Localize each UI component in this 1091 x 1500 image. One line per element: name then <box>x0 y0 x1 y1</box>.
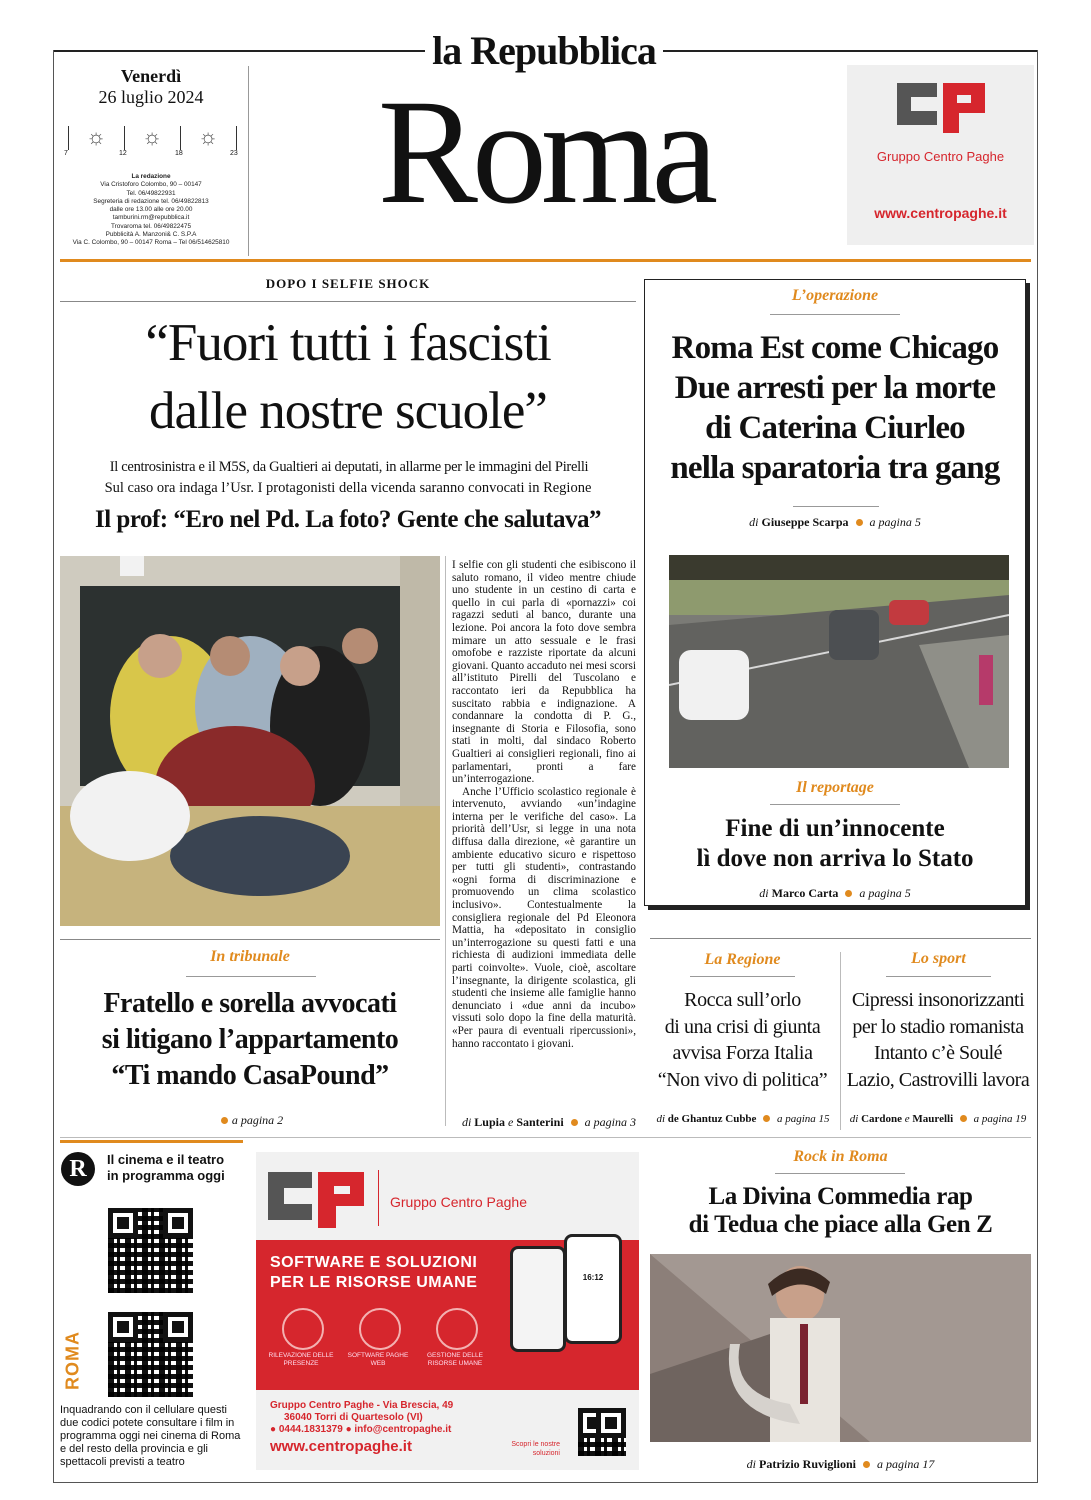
tribunale-headline[interactable] <box>60 986 440 1094</box>
regione-headline-line: Rocca sull’orlo <box>684 989 801 1011</box>
redazione-line: Via C. Colombo, 90 – 00147 Roma – Tel 06/514625810 <box>72 239 230 247</box>
tedua-portrait-photo <box>650 1254 1031 1442</box>
lead-body-paragraph: Anche l’Ufficio scolastico regionale è intervenuto, avviando «un’indagine interna per le verifiche del caso». La priorità dell’Usr, si legge in una nota diffusa dalla direzione, «è garantire un ambiente educativo sicuro e rispettoso per tutti gli studenti», contrastando «ogni forma di discriminazione e promuovendo un clima scolastico inclusivo». Contestualmente la consigliera regionale del Pd Eleonora Mattia, ha «depositato in consiglio un’interrogazione su questi fatti e una richiesta di audizioni immediata delle parti coinvolte». Vuole, cioè, ascoltare l’insegnante, la dirigente scolastica, gli studenti che insieme alle famiglie hanno denunciato i «due anni da incubo» vissuti solo dopo la fine della maturità. «Per paura di eventuali ripercussioni», hanno raccontato i giovani. <box>452 785 636 1050</box>
sport-headline[interactable] <box>843 987 1033 1093</box>
reportage-headline-line: Fine di un’innocente <box>725 815 945 842</box>
sport-headline-line: per lo stadio romanista <box>852 1015 1024 1038</box>
feature-label: GESTIONE DELLE RISORSE UMANE <box>427 1352 483 1367</box>
lead-body <box>452 559 636 1115</box>
phone-icon: ● <box>270 1424 277 1435</box>
reportage-kicker: Il reportage <box>796 779 874 796</box>
cinema-rule <box>60 1140 243 1143</box>
bullet-icon <box>221 1117 228 1124</box>
bullet-icon <box>571 1119 578 1126</box>
cinema-title <box>107 1152 247 1184</box>
operazione-byline[interactable] <box>645 515 1025 530</box>
reportage-headline-line: lì dove non arriva lo Stato <box>696 845 974 872</box>
mail-icon: ● <box>345 1424 352 1435</box>
redazione-line: Trovaroma tel. 06/49822475 <box>110 222 192 230</box>
phone-time: 16:12 <box>582 1273 604 1282</box>
redazione-line: tamburini.rm@repubblica.it <box>112 214 190 222</box>
temp-label: 18 <box>175 150 183 157</box>
top-advertisement[interactable] <box>847 65 1034 245</box>
ad-scan-label: Scopri le nostre soluzioni <box>511 1441 560 1457</box>
redazione-title: La redazione <box>131 173 171 180</box>
ad-phone: 0444.1831379 <box>278 1424 343 1435</box>
brand-name: la Repubblica <box>432 28 656 73</box>
byline-di: di <box>656 1113 666 1125</box>
author-name: Patrizio Ruviglioni <box>759 1457 856 1471</box>
operazione-headline-line: di Caterina Ciurleo <box>705 410 965 446</box>
byline-di: di <box>759 886 769 900</box>
hr-icon <box>436 1308 478 1350</box>
regione-headline-line: avvisa Forza Italia <box>672 1042 813 1064</box>
sport-headline-line: Intanto c’è Soulé <box>873 1042 1003 1064</box>
sun-icon: ☼ <box>86 124 107 149</box>
repubblica-r-logo: R <box>61 1152 95 1186</box>
regione-kicker: La Regione <box>704 951 781 968</box>
redazione-line: Pubblicità A. Manzoni& C. S.P.A <box>105 231 197 239</box>
page-ref: a pagina 2 <box>231 1113 284 1127</box>
redazione-box <box>60 173 242 248</box>
temp-label: 12 <box>119 150 127 157</box>
lead-headline-line: dalle nostre scuole” <box>149 382 547 440</box>
regione-headline-line: “Non vivo di politica” <box>657 1068 828 1091</box>
regione-headline[interactable] <box>650 987 835 1093</box>
author-name: Cardone <box>861 1113 903 1125</box>
bullet-icon <box>960 1115 967 1122</box>
bottom-ad-url[interactable]: www.centropaghe.it <box>270 1438 412 1455</box>
phone-mockup-icon <box>510 1246 566 1352</box>
cp-logo-icon <box>893 77 989 137</box>
rock-headline-line: La Divina Commedia rap <box>708 1183 973 1210</box>
rock-headline[interactable] <box>650 1183 1031 1239</box>
address-line: 36040 Torri di Quartesolo (VI) <box>284 1412 423 1423</box>
lead-summary: Il centrosinistra e il M5S, da Gualtieri ai deputati, in allarme per le immagini del Pirelli <box>109 459 589 475</box>
byline-e: e <box>904 1113 910 1125</box>
banner-line: SOFTWARE E SOLUZIONI <box>270 1254 478 1271</box>
lead-body-paragraph: I selfie con gli studenti che esibiscono il saluto romano, il video mentre chiude uno studente in un cestino di carta e quello in cui parla di «pornazzi» coi ragazzi seduti al banco, durante una lezione. Poi ancora la foto dove sembra mimare un atto sessuale e le frasi omofobe e razziste riportate da alcuni giovani. Quanto accaduto nei mesi scorsi all’istituto Pirelli del Tuscolano e raccontato ieri da Repubblica ha suscitato rabbia e indignazione. A condannare la condotta di P. G., insegnante di Storia e Filosofia, sono stati in molti, dal sindaco Roberto Gualtieri ai consiglieri regionali, fino ai parlamentari, pronti a fare un’interrogazione. <box>452 559 636 786</box>
operazione-headline-line: nella sparatoria tra gang <box>670 450 1000 486</box>
author-name: Santerini <box>516 1115 564 1129</box>
page-ref: a pagina 19 <box>973 1113 1027 1125</box>
author-name: Giuseppe Scarpa <box>761 515 849 529</box>
page-ref: a pagina 5 <box>869 515 921 529</box>
street-cctv-photo <box>669 555 1009 768</box>
bullet-icon <box>863 1461 870 1468</box>
lead-subhead: Il prof: “Ero nel Pd. La foto? Gente che salutava” <box>94 506 601 533</box>
bottom-ad-company: Gruppo Centro Paghe <box>390 1194 527 1210</box>
edition-title: Roma <box>377 69 713 235</box>
date-full: 26 luglio 2024 <box>98 87 204 107</box>
phone-mockup-icon <box>564 1234 622 1344</box>
ad-qr-code[interactable] <box>578 1408 626 1456</box>
redazione-line: Via Cristoforo Colombo, 90 – 00147 <box>100 181 202 189</box>
page-ref: a pagina 5 <box>859 886 911 900</box>
author-name: Marco Carta <box>771 886 839 900</box>
bullet-icon <box>845 890 852 897</box>
regione-headline-line: di una crisi di giunta <box>664 1015 821 1038</box>
operazione-headline-line: Due arresti per la morte <box>674 370 996 406</box>
date-day: Venerdì <box>120 66 182 86</box>
regione-byline[interactable] <box>648 1113 838 1125</box>
header-rule <box>60 259 1031 262</box>
cinema-title-line: in programma oggi <box>107 1168 225 1183</box>
lead-headline-line: “Fuori tutti i fascisti <box>145 314 551 372</box>
page-ref: a pagina 15 <box>776 1113 830 1125</box>
rock-byline[interactable] <box>650 1457 1031 1472</box>
bullet-icon <box>763 1115 770 1122</box>
lead-byline[interactable] <box>452 1115 636 1130</box>
tribunale-kicker: In tribunale <box>210 948 290 965</box>
lead-section-label: DOPO I SELFIE SHOCK <box>265 276 431 291</box>
redazione-line: Segreteria di redazione tel. 06/49822813 <box>93 197 209 205</box>
page-ref: a pagina 17 <box>877 1457 935 1471</box>
bottom-advertisement[interactable] <box>256 1152 639 1470</box>
tribunale-headline-line: Fratello e sorella avvocati <box>103 988 397 1019</box>
ad-email[interactable]: info@centropaghe.it <box>354 1424 452 1435</box>
weather-strip <box>64 124 240 160</box>
address-line: Gruppo Centro Paghe - Via Brescia, 49 <box>270 1400 454 1411</box>
tribunale-byline[interactable] <box>60 1113 440 1128</box>
tribunale-headline-line: si litigano l’appartamento <box>101 1024 399 1055</box>
byline-di: di <box>746 1457 756 1471</box>
reportage-byline[interactable] <box>645 886 1025 901</box>
payroll-icon <box>359 1308 401 1350</box>
sport-headline-line: Cipressi insonorizzanti <box>851 989 1025 1011</box>
feature-label: RILEVAZIONE DELLE PRESENZE <box>268 1352 334 1367</box>
tribunale-headline-line: “Ti mando CasaPound” <box>111 1060 389 1091</box>
cinema-caption: Inquadrando con il cellulare questi due codici potete consultare i film in programma oggi nei cinema di Roma e del resto della provincia e gli spettacoli previsti a teatro <box>60 1404 241 1468</box>
cinema-title-line: Il cinema e il teatro <box>107 1152 225 1167</box>
operazione-headline-line: Roma Est come Chicago <box>671 330 999 366</box>
cp-logo-icon <box>264 1166 368 1230</box>
sport-headline-line: Lazio, Castrovilli lavora <box>846 1068 1030 1091</box>
selfie-classroom-photo <box>60 556 440 926</box>
bullet-icon <box>856 519 863 526</box>
lead-summary: Sul caso ora indaga l’Usr. I protagonisti della vicenda saranno convocati in Regione <box>104 480 592 496</box>
page-ref: a pagina 3 <box>584 1115 636 1129</box>
sport-byline[interactable] <box>843 1113 1033 1125</box>
cinema-qr-code[interactable] <box>108 1208 193 1293</box>
rock-kicker: Rock in Roma <box>793 1148 888 1165</box>
rock-headline-line: di Tedua che piace alla Gen Z <box>688 1211 993 1238</box>
redazione-line: Tel. 06/49822931 <box>126 189 176 197</box>
bottom-ad-address <box>270 1400 453 1436</box>
reportage-headline[interactable] <box>645 814 1025 874</box>
feature-label: SOFTWARE PAGHE WEB <box>347 1352 409 1367</box>
theatre-qr-code[interactable] <box>108 1312 193 1397</box>
redazione-line: dalle ore 13.00 alle ore 20.00 <box>109 206 193 214</box>
author-name: de Ghantuz Cubbe <box>667 1113 757 1125</box>
bottom-ad-banner <box>256 1240 639 1390</box>
top-ad-company: Gruppo Centro Paghe <box>876 149 1005 164</box>
author-name: Lupia <box>474 1115 505 1129</box>
byline-di: di <box>749 515 759 529</box>
banner-line: PER LE RISORSE UMANE <box>270 1274 478 1291</box>
attendance-icon <box>282 1308 324 1350</box>
sport-kicker: Lo sport <box>911 950 966 967</box>
byline-di: di <box>461 1115 472 1129</box>
sun-icon: ☼ <box>198 124 219 149</box>
byline-e: e <box>507 1115 514 1129</box>
top-ad-url[interactable]: www.centropaghe.it <box>874 205 1007 221</box>
sun-icon: ☼ <box>142 124 163 149</box>
author-name: Maurelli <box>912 1113 954 1125</box>
temp-label: 7 <box>64 150 68 157</box>
roma-side-label: ROMA <box>62 1331 83 1390</box>
operazione-headline[interactable] <box>645 328 1025 488</box>
contact-line <box>270 1424 453 1436</box>
temp-label: 23 <box>230 150 238 157</box>
operazione-kicker: L’operazione <box>791 287 879 304</box>
byline-di: di <box>849 1113 859 1125</box>
